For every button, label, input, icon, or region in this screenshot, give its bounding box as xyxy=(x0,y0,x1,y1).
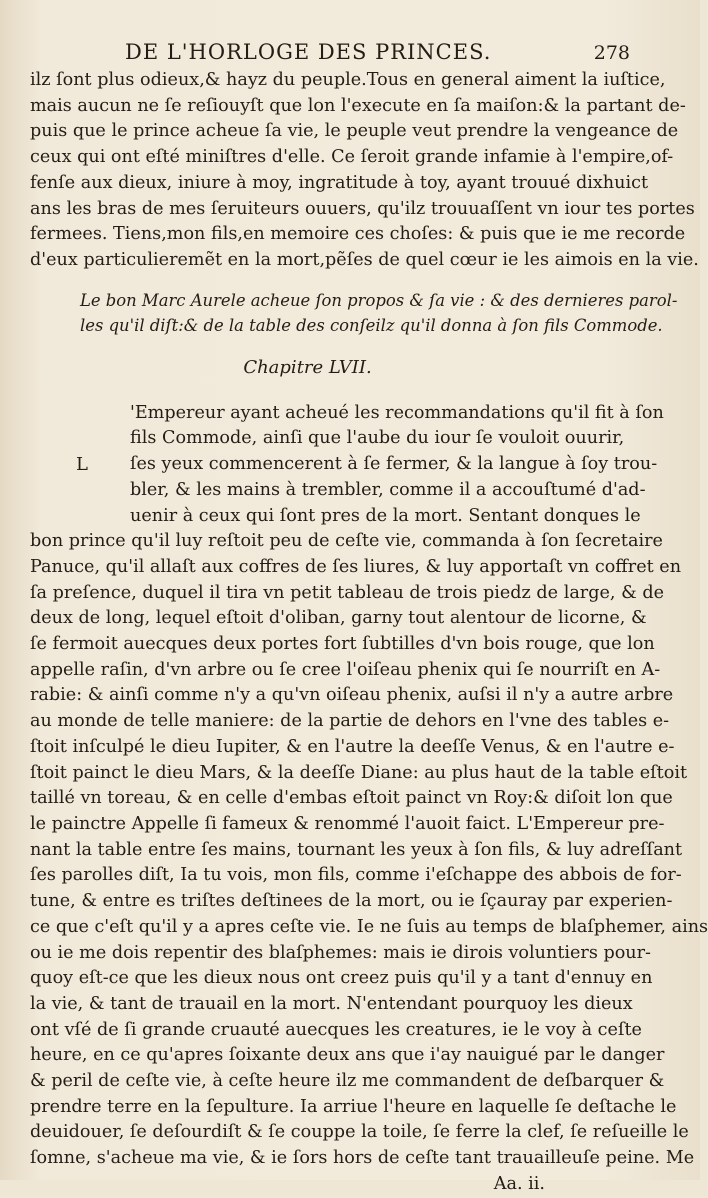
text-line: puis que le prince acheue ſa vie, le peuple veut prendre la vengeance de xyxy=(30,121,679,142)
paragraph-2 xyxy=(30,401,708,1172)
text-line: uenir à ceux qui ſont pres de la mort. Sentant donques le xyxy=(130,505,641,526)
text-line: fermees. Tiens,mon fils,en memoire ces choſes: & puis que ie me recorde xyxy=(30,224,686,245)
text-block xyxy=(30,68,708,1198)
text-line: heure, en ce qu'apres ſoixante deux ans que i'ay nauigué par le danger xyxy=(30,1045,665,1066)
running-title: DE L'HORLOGE DES PRINCES. xyxy=(125,40,492,64)
text-line: prendre terre en la ſepulture. Ia arriue l'heure en laquelle ſe deſtache le xyxy=(30,1096,677,1117)
initial-letter: L xyxy=(76,454,88,476)
text-line: ſtoit inſculpé le dieu Iupiter, & en l'autre la deeſſe Venus, & en l'autre e- xyxy=(30,736,675,757)
paragraph-1 xyxy=(30,68,699,274)
text-line: quoy eſt-ce que les dieux nous ont creez puis qu'il y a tant d'ennuy en xyxy=(30,968,653,989)
text-line: le painctre Appelle ſi fameux & renommé l'auoit faict. L'Empereur pre- xyxy=(30,813,665,834)
text-line: tune, & entre es triſtes deſtinees de la mort, ou ie ſçauray par experien- xyxy=(30,891,673,912)
text-line: 'Empereur ayant acheué les recommandations qu'il fit à ſon xyxy=(130,402,664,423)
summary-line: Le bon Marc Aurele acheue ſon propos & ſa vie : & des dernieres parol- xyxy=(80,290,678,310)
text-line: & peril de ceſte vie, à ceſte heure ilz me commandent de deſbarquer & xyxy=(30,1071,665,1092)
text-line: ſes parolles diſt, Ia tu vois, mon fils, comme i'eſchappe des abbois de for- xyxy=(30,865,682,886)
text-line: rabie: & ainſi comme n'y a qu'vn oiſeau phenix, auſsi il n'y a autre arbre xyxy=(30,685,674,706)
text-line: ont vſé de ſi grande cruauté auecques les creatures, ie le voy à ceſte xyxy=(30,1019,642,1040)
text-line: d'eux particulieremẽt en la mort,pẽſes de quel cœur ie les aimois en la vie. xyxy=(30,249,699,270)
text-line: ceux qui ont eſté miniſtres d'elle. Ce ſeroit grande infamie à l'empire,of- xyxy=(30,147,674,168)
text-line: au monde de telle maniere: de la partie de dehors en l'vne des tables e- xyxy=(30,711,670,732)
text-line: la vie, & tant de trauail en la mort. N'entendant pourquoy les dieux xyxy=(30,993,633,1014)
text-line: ſes yeux commencerent à ſe fermer, & la langue à ſoy trou- xyxy=(130,454,658,475)
text-line: ſa preſence, duquel il tira vn petit tableau de trois piedz de large, & de xyxy=(30,582,665,603)
text-line: ſe fermoit auecques deux portes fort ſubtilles d'vn bois rouge, que lon xyxy=(30,634,655,655)
text-line: fenſe aux dieux, iniure à moy, ingratitude à toy, ayant trouué dixhuict xyxy=(30,172,649,193)
page-header xyxy=(70,40,630,68)
page-number: 278 xyxy=(593,42,630,64)
text-line-with-initial xyxy=(30,452,658,478)
text-line: ilz ſont plus odieux,& hayz du peuple.Tous en general aiment la iuſtice, xyxy=(30,70,666,90)
text-line: bon prince qu'il luy reſtoit peu de ceſte vie, commanda à ſon ſecretaire xyxy=(30,531,663,552)
text-line: ou ie me dois repentir des blaſphemes: mais ie dirois voluntiers pour- xyxy=(30,942,651,963)
text-line: ſomne, s'acheue ma vie, & ie ſors hors de ceſte tant trauailleuſe peine. Me xyxy=(30,1148,695,1169)
text-line: Panuce, qu'il allaſt aux coffres de ſes liures, & luy apportaſt vn coffret en xyxy=(30,556,682,577)
summary-line: les qu'il diſt:& de la table des conſeilz qu'il donna à ſon fils Commode. xyxy=(80,316,663,336)
text-line: deuidouer, ſe deſourdiſt & ſe couppe la toile, ſe ferre la clef, ſe reſueille le xyxy=(30,1122,689,1143)
text-line: taillé vn toreau, & en celle d'embas eſtoit painct vn Roy:& diſoit lon que xyxy=(30,788,673,809)
chapter-heading: Chapitre LVII. xyxy=(243,357,372,379)
text-line: appelle raſin, d'vn arbre ou ſe cree l'oiſeau phenix qui ſe nourriſt en A- xyxy=(30,659,661,680)
text-line: deux de long, lequel eſtoit d'oliban, garny tout alentour de licorne, & xyxy=(30,608,647,629)
text-line: fils Commode, ainſi que l'aube du iour ſe vouloit ouurir, xyxy=(130,428,625,449)
text-line: ans les bras de mes ſeruiteurs ouuers, qu'ilz trouuaſſent vn iour tes portes xyxy=(30,198,695,219)
chapter-summary xyxy=(30,288,678,339)
text-line: bler, & les mains à trembler, comme il a accouſtumé d'ad- xyxy=(130,479,646,500)
signature-mark: Aa. ii. xyxy=(493,1173,545,1194)
text-line: ce que c'eſt qu'il y a apres ceſte vie. Ie ne ſuis au temps de blaſphemer, ains xyxy=(30,916,708,937)
text-line: nant la table entre ſes mains, tournant les yeux à ſon fils, & luy adreſſant xyxy=(30,839,683,860)
text-line: ſtoit painct le dieu Mars, & la deeſſe Diane: au plus haut de la table eſtoit xyxy=(30,762,688,783)
text-line: mais aucun ne ſe reſiouyſt que lon l'execute en ſa maiſon:& la partant de- xyxy=(30,95,686,116)
